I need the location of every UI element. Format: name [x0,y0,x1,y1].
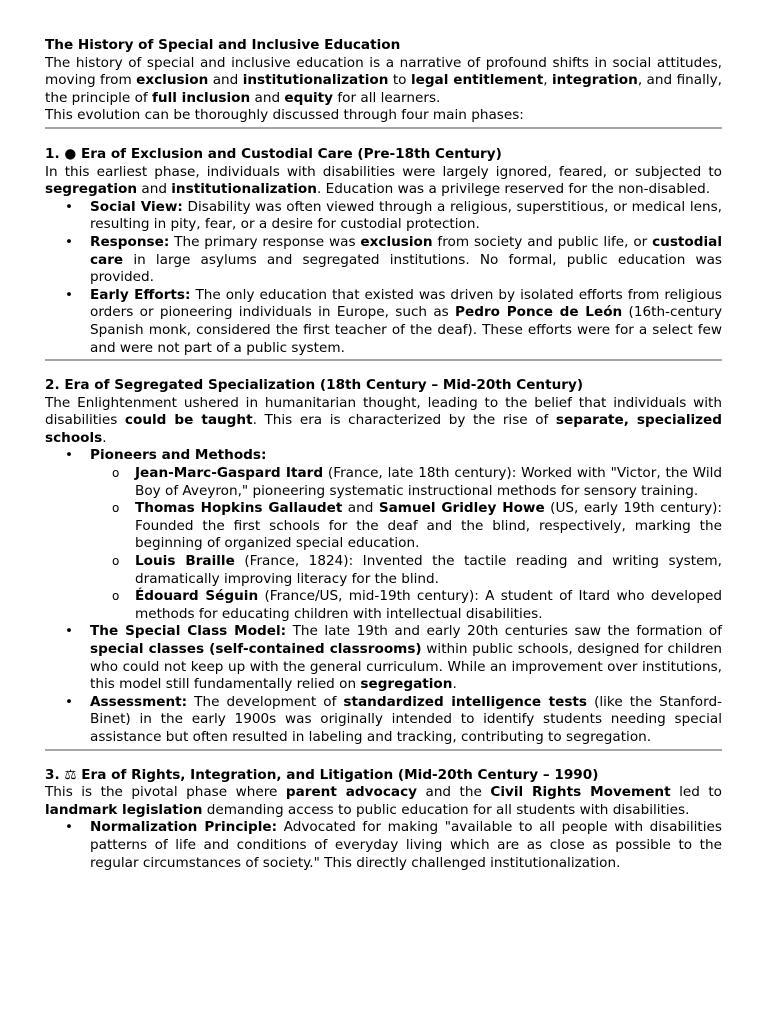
bullet-text: Response: The primary response was exclusion from society and public life, or custodial care in large asylums and segregated institutions. No formal, public education was provided. [90,233,722,286]
section-paragraph: In this earliest phase, individuals with disabilities were largely ignored, feared, or subjected to segregation and institutionalization. Education was a privilege reserved for the non-disabled. [45,163,722,198]
sub-bullet-list [90,465,722,623]
bullet-text: Early Efforts: The only education that existed was driven by isolated efforts from religious orders or pioneering individuals in Europe, such as Pedro Ponce de León (16th-century Spanish monk, considered the first teacher of the deaf). These efforts were for a select few and were not part of a public system. [90,286,722,356]
bullet-text: Social View: Disability was often viewed through a religious, superstitious, or medical lens, resulting in pity, fear, or a desire for custodial protection. [90,198,722,233]
bullet-text: Assessment: The development of standardized intelligence tests (like the Stanford-Binet) in the early 1900s was originally intended to identify students needing special assistance but often resulted in labeling and tracking, contributing to segregation. [90,693,723,745]
section-paragraph: The Enlightenment ushered in humanitarian thought, leading to the belief that individuals with disabilities could be taught. This era is characterized by the rise of separate, specialized schools. [45,394,722,446]
bullet-item [45,287,722,357]
intro-paragraph: The history of special and inclusive education is a narrative of profound shifts in social attitudes, moving from exclusion and institutionalization to legal entitlement, integration, and finally, the principle of full inclusion and equity for all learners. [45,54,722,106]
section-heading: 1. ● Era of Exclusion and Custodial Care (Pre-18th Century) [45,145,502,162]
section-heading: 2. Era of Segregated Specialization (18th Century – Mid-20th Century) [45,377,584,394]
sub-bullet-item: o Édouard Séguin (France/US, mid-19th century): A student of Itard who developed methods for educating children with intellectual disabilities. [90,588,722,623]
bullet-text: Pioneers and Methods: [90,447,267,464]
bullet-list [45,447,722,746]
document-title: The History of Special and Inclusive Education [45,37,401,53]
bullet-list [45,819,722,872]
bullet-item [45,819,722,872]
section-divider [45,127,722,129]
sub-bullet-item: o Thomas Hopkins Gallaudet and Samuel Gridley Howe (US, early 19th century): Founded the first schools for the deaf and the blind, respectively, marking the beginning of organized special education. [90,500,722,553]
bullet-item [45,623,722,693]
intro-phases-line: This evolution can be thoroughly discussed through four main phases: [45,107,524,124]
sub-bullet-item: o Louis Braille (France, 1824): Invented the tactile reading and writing system, dramatically improving literacy for the blind. [90,553,722,588]
bullet-text: Normalization Principle: Advocated for making "available to all people with disabilities patterns of life and conditions of everyday living which are as close as possible to the regular circumstances of society." This directly challenged institutionalization. [90,819,722,871]
bullet-item [45,447,722,623]
bullet-item [45,199,722,234]
bullet-list [45,199,722,357]
bullet-text: The Special Class Model: The late 19th and early 20th centuries saw the formation of special classes (self-contained classrooms) within public schools, designed for children who could not keep up with the general curriculum. While an improvement over institutions, this model still fundamentally relied on segregation. [90,623,723,693]
sub-bullet-item: o Jean-Marc-Gaspard Itard (France, late 18th century): Worked with "Victor, the Wild Boy of Aveyron," pioneering systematic instructional methods for sensory training. [90,465,722,500]
section-heading: 3. ⚖ Era of Rights, Integration, and Litigation (Mid-20th Century – 1990) [45,766,599,783]
section-divider [45,749,722,751]
document-page [45,36,722,872]
section-paragraph: This is the pivotal phase where parent advocacy and the Civil Rights Movement led to landmark legislation demanding access to public education for all students with disabilities. [45,784,722,818]
bullet-item [45,234,722,287]
sections-container [45,146,722,872]
section-divider [45,359,722,361]
bullet-item [45,694,722,747]
